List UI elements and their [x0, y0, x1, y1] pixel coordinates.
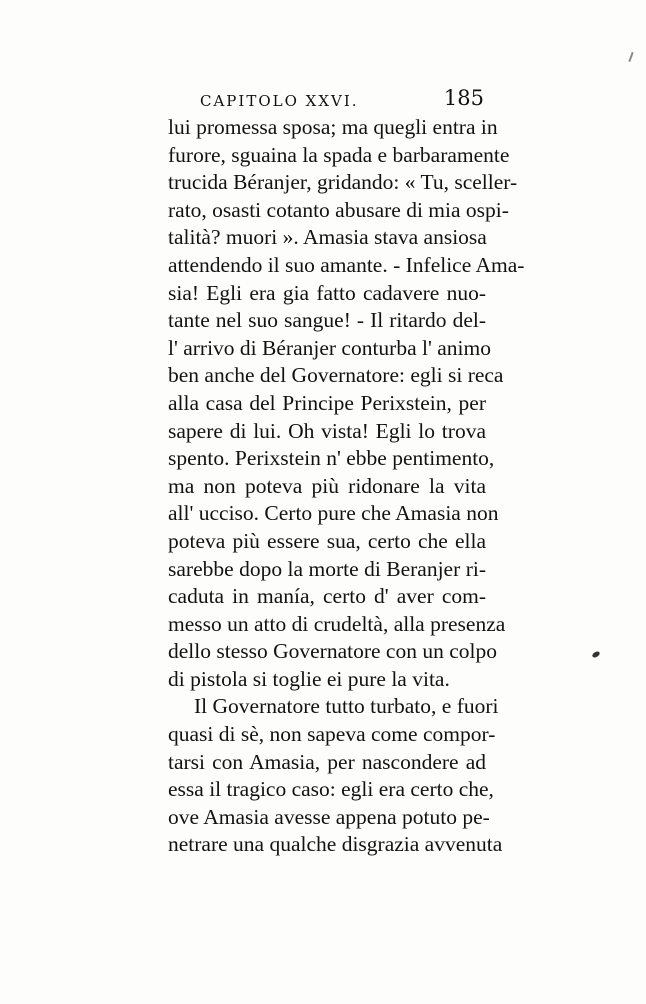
text-line: spento. Perixstein n' ebbe pentimento,: [168, 446, 495, 471]
text-line: lui promessa sposa; ma quegli entra in: [168, 115, 498, 139]
text-line: tante nel suo sangue! - Il ritardo del-: [168, 308, 486, 333]
text-line: ma non poteva più ridonare la vita: [168, 473, 486, 498]
text-line: attendendo il suo amante. - Infelice Ama-: [168, 252, 525, 277]
paragraph-end-line: di pistola si toglie ei pure la vita.: [168, 666, 450, 691]
page-number: 185: [443, 86, 484, 110]
running-head: CAPITOLO XXVI.: [200, 92, 359, 110]
text-line: talità? muori ». Amasia stava ansiosa: [168, 225, 487, 250]
paragraph-start-line: Il Governatore tutto turbato, e fuori: [194, 694, 499, 719]
page-header: [200, 86, 484, 116]
text-line: quasi di sè, non sapeva come compor-: [168, 722, 496, 747]
text-line: tarsi con Amasia, per nascondere ad: [168, 749, 486, 774]
ink-blot: [591, 650, 600, 658]
corner-speck: [628, 52, 633, 62]
text-line: sia! Egli era gia fatto cadavere nuo-: [168, 280, 486, 305]
text-line: netrare una qualche disgrazia avvenuta: [168, 832, 503, 857]
text-line: caduta in manía, certo d' aver com-: [168, 584, 486, 609]
text-line: trucida Béranjer, gridando: « Tu, sceller-: [168, 170, 518, 195]
body-text: [168, 114, 525, 859]
text-line: poteva più essere sua, certo che ella: [168, 528, 486, 553]
text-line: sapere di lui. Oh vista! Egli lo trova: [168, 418, 486, 443]
text-line: furore, sguaina la spada e barbaramente: [168, 142, 510, 167]
text-line: essa il tragico caso: egli era certo che,: [168, 777, 494, 802]
text-line: rato, osasti cotanto abusare di mia ospi-: [168, 197, 509, 222]
text-line: all' ucciso. Certo pure che Amasia non: [168, 501, 499, 526]
text-line: ove Amasia avesse appena potuto pe-: [168, 804, 490, 829]
text-line: sarebbe dopo la morte di Beranjer ri-: [168, 556, 486, 581]
text-line: dello stesso Governatore con un colpo: [168, 639, 497, 664]
text-line: ben anche del Governatore: egli si reca: [168, 363, 504, 388]
text-line: messo un atto di crudeltà, alla presenza: [168, 611, 506, 636]
text-line: alla casa del Principe Perixstein, per: [168, 390, 486, 415]
text-line: l' arrivo di Béranjer conturba l' animo: [168, 335, 491, 360]
